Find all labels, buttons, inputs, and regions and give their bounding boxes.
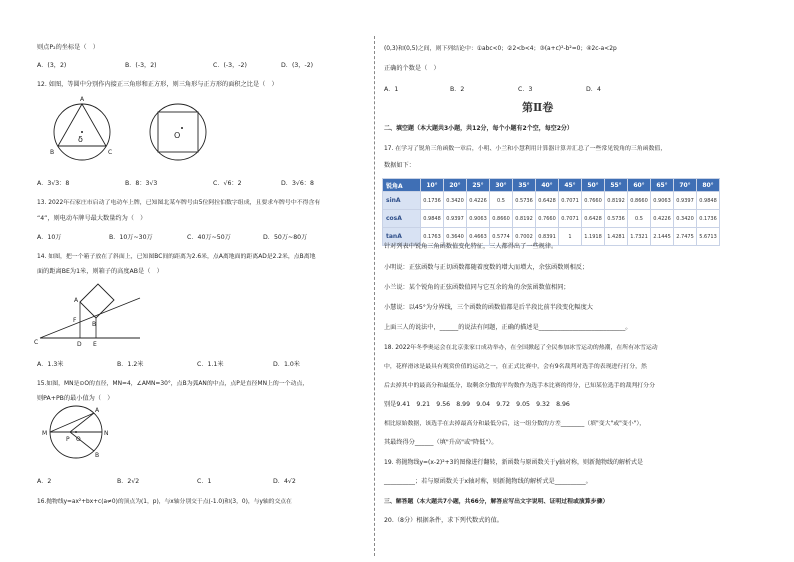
table-cell: 0.5 [628,210,651,228]
svg-text:δ: δ [78,135,83,144]
table-cell: 0.8192 [513,210,536,228]
q18-line6: 其最终得分______（填"升高"或"降低"）。 [384,439,498,446]
q12-option-d: D．3√6：8 [281,180,314,187]
table-cell: 2.1445 [651,228,674,246]
q15-label-o: O [76,436,81,443]
table-header-row [383,179,720,192]
table-cell: 0.9848 [421,210,444,228]
table-cell: 0.4226 [467,192,490,210]
table-cell: 0.1736 [421,192,444,210]
q11-option-a: A．(3，2) [37,62,67,69]
q15-label-b: B [95,452,100,459]
table-header-cell: 70° [674,179,697,192]
table-cell: 2.7475 [674,228,697,246]
q18-line2: 中，花样滑冰是最具有观赏价值的运动之一，在正式比赛中，会有9名裁判对选手的表现进行打分，然 [384,364,647,370]
q15-option-b: B．2√2 [117,478,140,485]
q19-line1: 19. 将抛物线y=(x-2)²+3的图像进行翻转，新函数与原函数关于y轴对称，则新抛物线的解析式是 [384,459,644,466]
table-cell: 0.8391 [536,228,559,246]
q14-option-a: A．1.3米 [37,361,64,368]
table-cell: 0.5 [490,192,513,210]
table-cell: 0.9063 [651,192,674,210]
q16-count-question: 正确的个数是（ ） [384,65,440,72]
q12-square-figure [140,94,220,164]
table-header-cell: 20° [444,179,467,192]
table-cell: 0.3420 [444,192,467,210]
table-cell: 0.8660 [628,192,651,210]
q14-option-b: B．1.2米 [117,361,144,368]
q16-stem: 16.抛物线y=ax²+bx+c(a≠0)的顶点为(1，p)，与x轴分别交于点(-1.0)和(3，0)，与y轴的交点在 [37,499,292,505]
q15-label-n: N [104,430,109,437]
q15-stem-line1: 15.如图，MN是⊙O的直径，MN=4，∠AMN=30°，点B为弧AN的中点，点P是直径MN上的一个动点， [37,381,309,387]
column-divider [374,36,375,556]
table-cell: 0.6428 [536,192,559,210]
table-header-cell: 80° [697,179,720,192]
q13-option-b: B．10万~30万 [109,234,153,241]
q18-line3: 后去掉其中的最高分和最低分，取剩余分数的平均数作为选手本比赛的得分，已知某位选手的裁判打分分 [384,383,655,389]
table-cell: 0.7071 [559,192,582,210]
table-cell: 0.5736 [513,192,536,210]
q12-option-c: C．√6：2 [213,180,242,187]
part-two-title: 第Ⅱ卷 [522,101,554,114]
table-row [383,210,720,228]
q11-tail: 则点P₂的坐标是（ ） [37,44,99,51]
q11-option-c: C．(-3，-2) [213,62,247,69]
q16-option-a: A．1 [384,86,399,93]
table-cell: 1.4281 [605,228,628,246]
table-cell: 0.6428 [582,210,605,228]
q12-label-o: O [174,131,181,140]
table-row [383,192,720,210]
q13-option-c: C．40万~50万 [187,234,231,241]
q17-xiaohui: 小慧说：以45°为分界线，三个函数的函数值都是后半段比前半段变化幅度大 [384,304,593,311]
q18-line5: 相比原始数据，该选手在去掉最高分和最低分后，这一组分数的方差________（填"变大"或"变小"）， [384,421,646,427]
q12-label-a: A [80,96,85,103]
q15-label-p: P [66,436,70,443]
table-cell: 0.7660 [536,210,559,228]
table-header-cell: 35° [513,179,536,192]
table-cell: 0.5736 [605,210,628,228]
table-row-label: cosA [383,210,421,228]
q18-scores: 别是9.41 9.21 9.56 8.99 9.04 9.72 9.05 9.32 8.96 [384,401,570,408]
table-cell: 0.3420 [674,210,697,228]
table-row-label: sinA [383,192,421,210]
q20-stem: 20.（8分）根据条件，求下列代数式的值。 [384,517,503,524]
table-cell: 1.1918 [582,228,605,246]
q16-option-c: C．3 [518,86,533,93]
q17-stem-line2: 数据如下： [384,162,415,169]
q15-option-d: D．4√2 [273,478,296,485]
q14-label-c: C [34,339,39,346]
table-cell: 0.1736 [697,210,720,228]
table-cell: 0.9063 [467,210,490,228]
q12-option-a: A．3√3：8 [37,180,70,187]
q13-stem-line2: “4”，则电动车牌号最大数量约为（ ） [37,215,147,222]
q15-stem-line2: 则PA+PB的最小值为（ ） [37,395,114,402]
q11-option-d: D．(3，-2) [281,62,314,69]
table-row-label: tanA [383,228,421,246]
table-cell: 0.5774 [490,228,513,246]
q17-observation: 针对列表中锐角三角函数值变化特征，三人都得出了一些规律。 [384,243,558,250]
q12-label-c: C [108,149,113,156]
trig-values-table [382,178,720,246]
table-cell: 0.9848 [697,192,720,210]
section-three-heading: 三、解答题（本大题共7小题，共66分，解答应写出文字说明、证明过程或演算步骤） [384,499,609,505]
q14-label-e: E [93,341,97,348]
q13-option-a: A．10万 [37,234,62,241]
q14-label-d: D [77,341,82,348]
table-cell: 5.6713 [697,228,720,246]
q17-stem-line1: 17. 在学习了锐角三角函数一章后，小明、小兰和小慧利用计算器计算并汇总了一些常见锐角的三角函数值， [384,146,667,152]
table-header-cell: 50° [582,179,605,192]
q17-xiaoming: 小明说：正弦函数与正切函数都随着度数的增大而增大，余弦函数则相反； [384,264,589,271]
q14-label-f: F [73,317,77,324]
table-header-cell: 60° [628,179,651,192]
table-cell: 0.9397 [674,192,697,210]
q12-triangle-figure [45,94,125,164]
q19-line2: __________；若与原函数关于x轴对称，则新抛物线的解析式是__________。 [384,478,592,485]
table-header-corner: 锐角A [383,179,421,192]
q17-xiaolan: 小兰说：某个锐角的正弦函数值同与它互余的角的余弦函数值相同； [384,284,570,291]
q14-stem-line2: 面的距离BE为1米，则箱子的高度AB是（ ） [37,268,163,275]
table-header-cell: 55° [605,179,628,192]
q14-option-c: C．1.1米 [197,361,224,368]
q18-line1: 18. 2022年冬季奥运会在北京张家口成功举办，在全国掀起了全民参加冰雪运动的热潮，在所有冰雪运动 [384,345,658,351]
table-cell: 0.4226 [651,210,674,228]
q13-option-d: D．50万~80万 [263,234,308,241]
table-header-cell: 30° [490,179,513,192]
table-cell: 0.8660 [490,210,513,228]
q13-stem-line1: 13. 2022年石家庄市启动了电动车上牌，已知图北某车牌号由5位阿拉伯数字组成，且要求车牌号中不得含有 [37,200,321,206]
table-cell: 0.3640 [444,228,467,246]
q12-label-b: B [50,149,55,156]
q14-label-a: A [74,297,79,304]
q14-label-b: B [92,321,97,328]
q14-stem-line1: 14. 如图，把一个箱子放在了斜面上，已知图BC间的距离为2.6米，点A离地面的距离AD是2.2米，点B离地 [37,254,316,260]
section-two-heading: 二、填空题（本大题共3小题，共12分，每个小题有2个空，每空2分） [384,125,573,132]
q15-option-a: A．2 [37,478,52,485]
table-cell: 1 [559,228,582,246]
q12-stem: 12. 如图，等圆中分别作内接正三角形和正方形，则三角形与正方形的面积之比是（ ） [37,81,278,88]
q14-box-slope-figure [34,278,150,350]
table-cell: 0.9397 [444,210,467,228]
q15-option-c: C．1 [197,478,212,485]
table-cell: 0.4663 [467,228,490,246]
table-cell: 0.1763 [421,228,444,246]
table-cell: 0.7002 [513,228,536,246]
q15-label-m: M [42,430,48,437]
q17-question: 上面三人的说法中，______的说法有问题，正确的描述是____________________________。 [384,324,632,331]
q15-circle-figure [36,404,116,460]
q15-label-a: A [95,407,100,414]
q11-option-b: B．(-3，2) [125,62,157,69]
table-header-cell: 25° [467,179,490,192]
table-cell: 0.7660 [582,192,605,210]
table-cell: 0.8192 [605,192,628,210]
table-cell: 0.7071 [559,210,582,228]
table-header-cell: 40° [536,179,559,192]
q16-option-b: B．2 [450,86,465,93]
q12-option-b: B．8：3√3 [125,180,158,187]
table-header-cell: 45° [559,179,582,192]
table-header-cell: 10° [421,179,444,192]
table-header-cell: 65° [651,179,674,192]
q16-conditions: (0,3)和(0,5)之间，则下列结论中：①abc<0；②2<b<4；③(a+c)²-b²=0；④2c-a<2p [384,46,617,52]
q14-option-d: D．1.0米 [273,361,300,368]
table-cell: 1.7321 [628,228,651,246]
q16-option-d: D．4 [586,86,601,93]
